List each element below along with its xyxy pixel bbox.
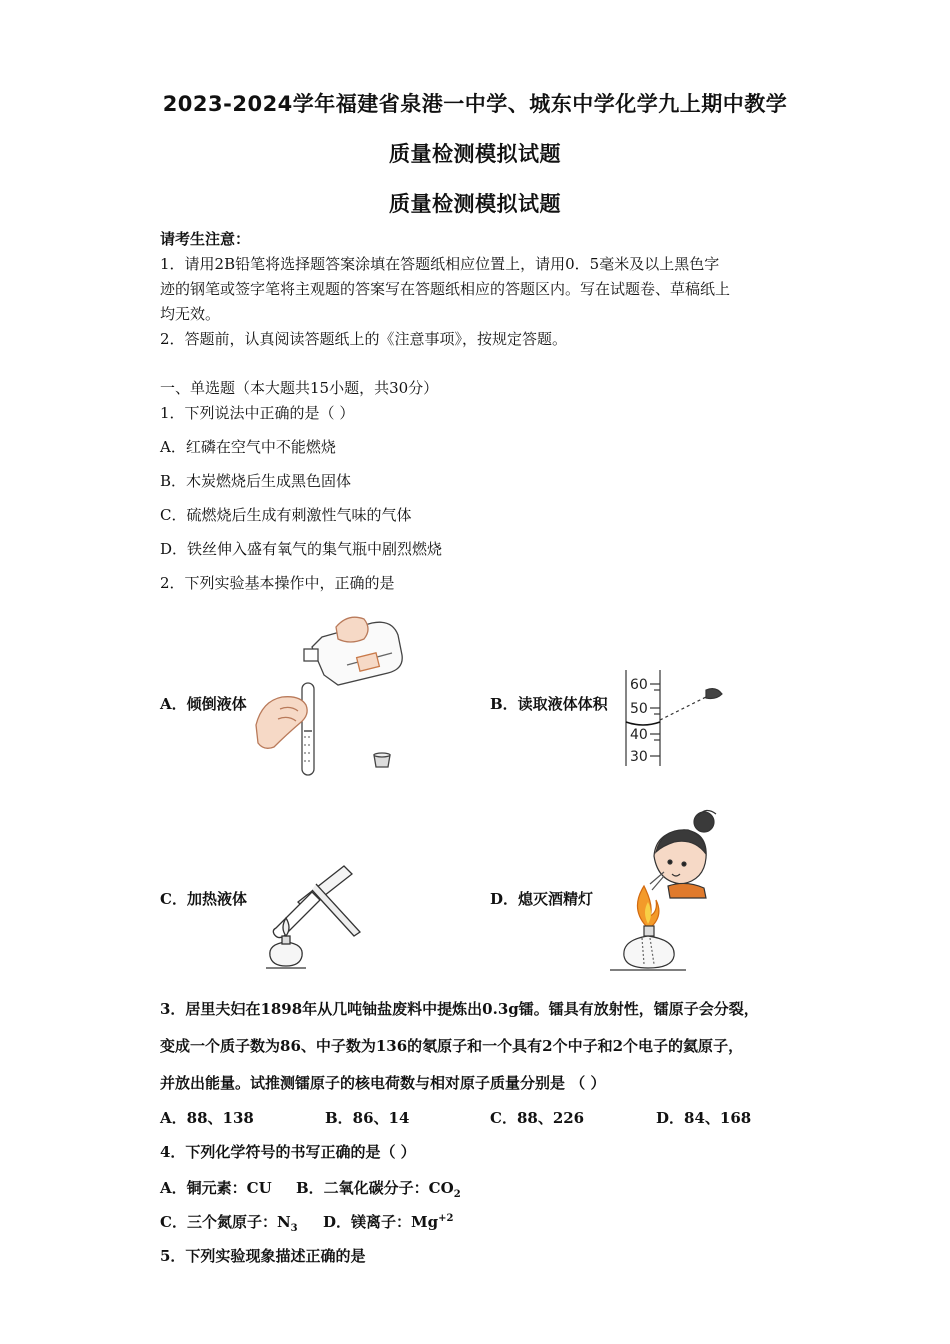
q1-option-c: C．硫燃烧后生成有刺激性气味的气体 — [160, 506, 412, 524]
q3-option-b: B．86、14 — [325, 1109, 410, 1127]
q2-option-c: C．加热液体 — [160, 890, 247, 908]
q3-line1: 3．居里夫妇在1898年从几吨铀盐废料中提炼出0.3g镭。镭具有放射性，镭原子会分裂， — [160, 1000, 759, 1018]
q3-line2: 变成一个质子数为86、中子数为136的氡原子和一个具有2个中子和2个电子的氦原子， — [160, 1037, 744, 1055]
cyl-label-30: 30 — [630, 749, 648, 765]
section-heading: 一、单选题（本大题共15小题，共30分） — [160, 379, 439, 397]
q2-stem: 2．下列实验基本操作中，正确的是 — [160, 574, 395, 592]
extinguishing-lamp-figure — [606, 808, 726, 973]
q3-line3: 并放出能量。试推测镭原子的核电荷数与相对原子质量分别是 （ ） — [160, 1074, 606, 1092]
q4-option-a: A．铜元素：CU — [160, 1179, 272, 1197]
q2-option-b: B．读取液体体积 — [490, 695, 608, 713]
exam-title-line3: 质量检测模拟试题 — [389, 192, 561, 216]
q4-option-b: B．二氧化碳分子：$CO_2$ — [296, 1179, 461, 1200]
pouring-liquid-figure — [252, 605, 412, 780]
notice-item1-line3: 均无效。 — [160, 305, 221, 323]
notice-heading: 请考生注意： — [160, 230, 251, 248]
q5-stem: 5．下列实验现象描述正确的是 — [160, 1247, 366, 1265]
notice-item2: 2．答题前，认真阅读答题纸上的《注意事项》，按规定答题。 — [160, 330, 568, 348]
q1-option-b: B．木炭燃烧后生成黑色固体 — [160, 472, 352, 490]
q1-option-d: D．铁丝伸入盛有氧气的集气瓶中剧烈燃烧 — [160, 540, 443, 558]
q2-option-d: D．熄灭酒精灯 — [490, 890, 594, 908]
heating-liquid-figure — [256, 862, 371, 974]
exam-title-line2: 质量检测模拟试题 — [389, 142, 561, 166]
q2-option-a: A．倾倒液体 — [160, 695, 247, 713]
q3-option-a: A．88、138 — [160, 1109, 254, 1127]
graduated-cylinder-figure — [620, 668, 730, 768]
cyl-label-60: 60 — [630, 677, 648, 693]
q4-option-d: D．镁离子：$Mg^{+2}$ — [323, 1213, 454, 1231]
notice-item1-line1: 1．请用2B铅笔将选择题答案涂填在答题纸相应位置上，请用0．5毫米及以上黑色字 — [160, 255, 720, 273]
q1-stem: 1．下列说法中正确的是（ ） — [160, 404, 355, 422]
q1-option-a: A．红磷在空气中不能燃烧 — [160, 438, 336, 456]
q3-option-c: C．88、226 — [490, 1109, 585, 1127]
notice-item1-line2: 迹的钢笔或签字笔将主观题的答案写在答题纸相应的答题区内。写在试题卷、草稿纸上 — [160, 280, 731, 298]
q4-option-c: C．三个氮原子：$N_3$ — [160, 1213, 298, 1234]
cyl-label-40: 40 — [630, 727, 648, 743]
q4-stem: 4．下列化学符号的书写正确的是（ ） — [160, 1143, 416, 1161]
cyl-label-50: 50 — [630, 701, 648, 717]
exam-title-line1: 2023-2024学年福建省泉港一中学、城东中学化学九上期中教学 — [162, 92, 788, 116]
q3-option-d: D．84、168 — [656, 1109, 752, 1127]
